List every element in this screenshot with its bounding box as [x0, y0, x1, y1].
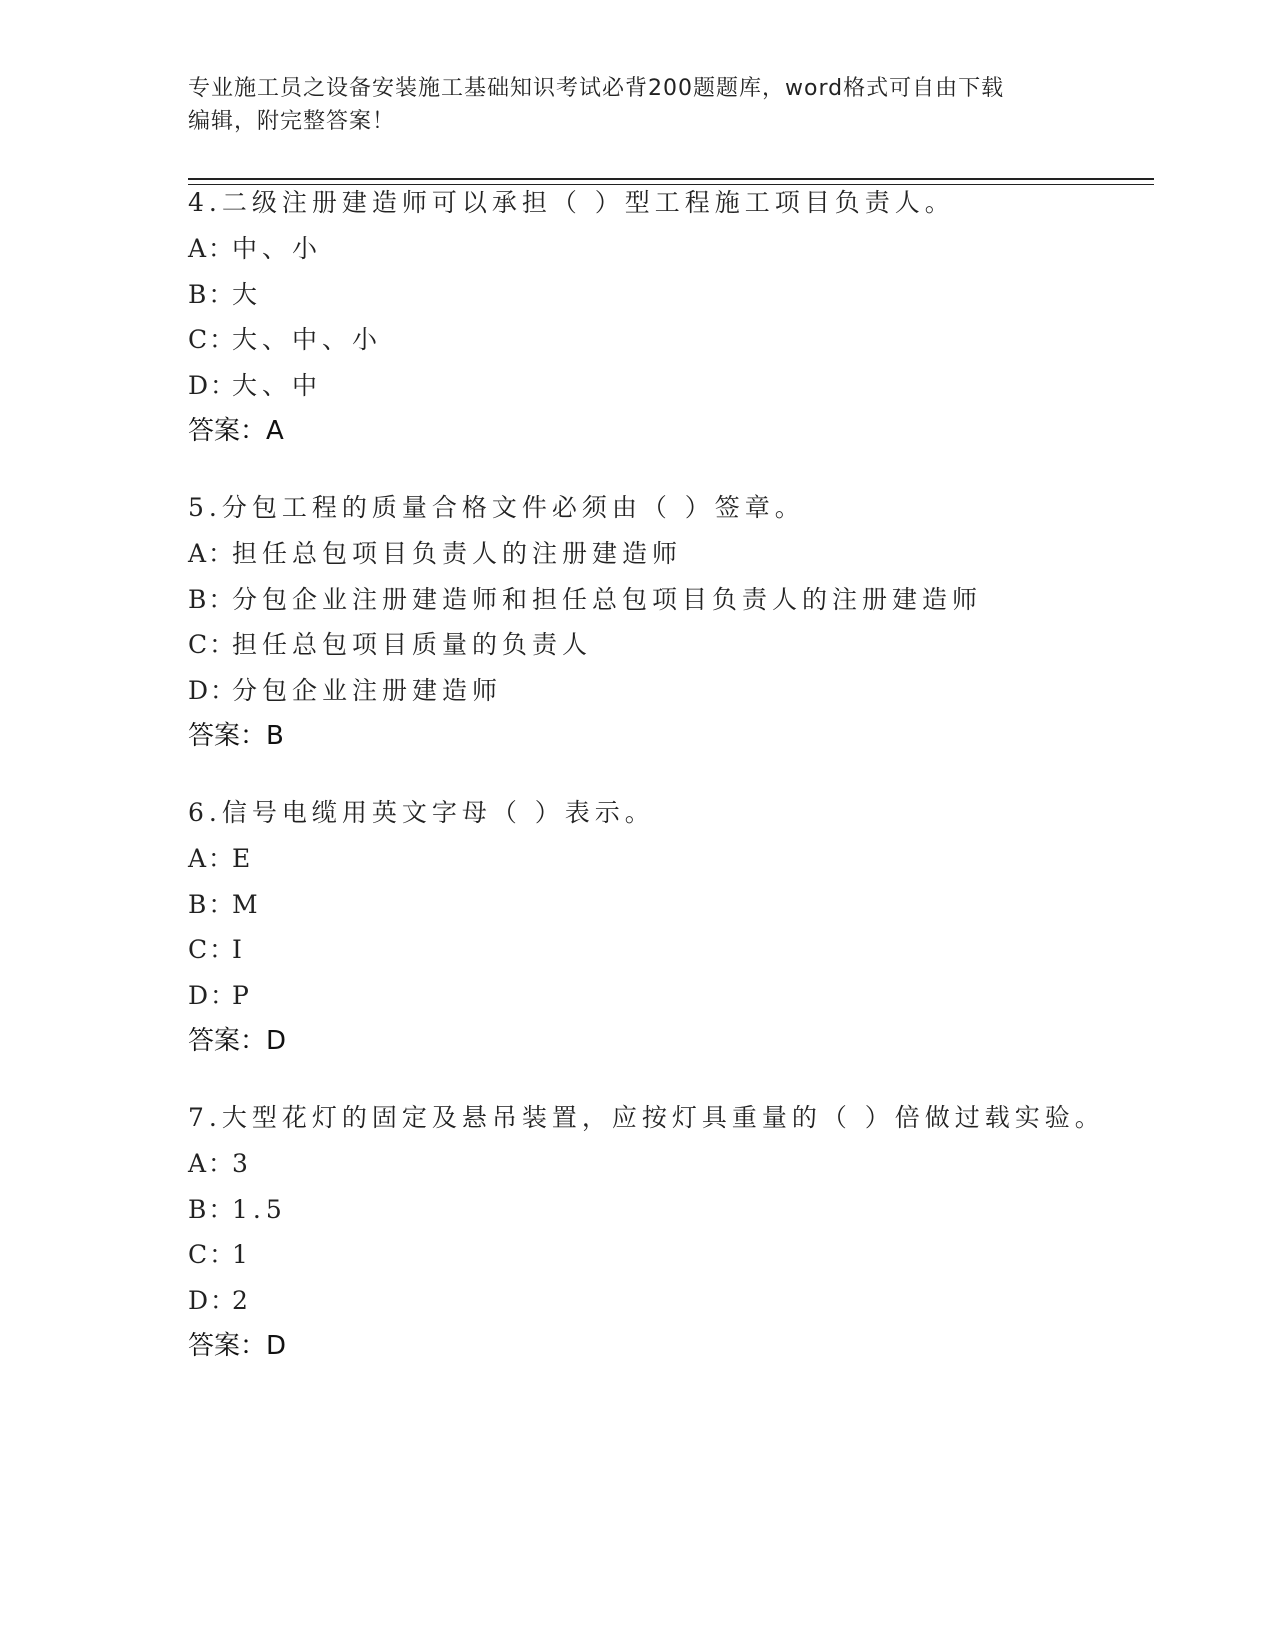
option-text: 3: [232, 1149, 253, 1178]
header-title-line-2: 编辑，附完整答案！: [188, 109, 396, 134]
option-letter: A：: [188, 844, 236, 873]
answer-line: 答案：B: [188, 721, 284, 751]
question-stem: 6.信号电缆用英文字母（ ）表示。: [188, 798, 655, 827]
option-text: 1: [232, 1240, 253, 1269]
option-letter: D：: [188, 675, 238, 705]
question-4: [188, 180, 1154, 454]
option-c: [188, 1232, 1154, 1278]
question-6: [188, 790, 1154, 1064]
option-text: 1.5: [232, 1194, 287, 1224]
option-text: 中、小: [232, 234, 323, 263]
option-text: 担任总包项目负责人的注册建造师: [232, 539, 683, 568]
option-letter: C：: [188, 1240, 237, 1269]
answer-line: 答案：D: [188, 1331, 287, 1361]
option-text: 分包企业注册建造师: [232, 675, 503, 705]
option-b: [188, 272, 1154, 318]
option-text: 2: [232, 1285, 253, 1315]
option-c: [188, 622, 1154, 668]
question-stem: 7.大型花灯的固定及悬吊装置，应按灯具重量的（ ）倍做过载实验。: [188, 1103, 1105, 1132]
option-letter: C：: [188, 630, 237, 659]
option-letter: C：: [188, 935, 237, 964]
option-b: [188, 1187, 1154, 1233]
option-a: [188, 1141, 1154, 1187]
option-d: [188, 363, 1154, 409]
option-text: E: [232, 844, 256, 873]
header-title-line-1: 专业施工员之设备安装施工基础知识考试必背200题题库，word格式可自由下载: [188, 76, 1005, 101]
option-letter: A：: [188, 234, 236, 263]
option-text: 担任总包项目质量的负责人: [232, 630, 593, 659]
option-letter: B：: [188, 1194, 236, 1224]
option-letter: B：: [188, 889, 236, 919]
option-text: 大、中、小: [232, 325, 383, 354]
option-text: 大: [232, 279, 263, 309]
option-d: [188, 973, 1154, 1019]
option-text: 大、中: [232, 370, 323, 400]
option-letter: C：: [188, 325, 237, 354]
answer-line: 答案：A: [188, 416, 284, 446]
option-d: [188, 1278, 1154, 1324]
option-a: [188, 836, 1154, 882]
question-stem: 5.分包工程的质量合格文件必须由（ ）签章。: [188, 493, 805, 522]
option-text: M: [232, 889, 263, 919]
answer-line: 答案：D: [188, 1026, 287, 1056]
option-letter: D：: [188, 1285, 238, 1315]
option-c: [188, 317, 1154, 363]
option-letter: A：: [188, 539, 236, 568]
option-b: [188, 882, 1154, 928]
option-letter: D：: [188, 370, 238, 400]
option-c: [188, 927, 1154, 973]
option-d: [188, 668, 1154, 714]
question-stem: 4.二级注册建造师可以承担（ ）型工程施工项目负责人。: [188, 188, 955, 217]
option-text: I: [232, 935, 247, 964]
question-5: [188, 485, 1154, 759]
document-header: [188, 72, 1068, 138]
option-a: [188, 531, 1154, 577]
option-letter: D：: [188, 980, 238, 1010]
option-letter: A：: [188, 1149, 236, 1178]
option-letter: B：: [188, 584, 236, 614]
option-a: [188, 226, 1154, 272]
option-letter: B：: [188, 279, 236, 309]
option-b: [188, 577, 1154, 623]
option-text: P: [232, 980, 254, 1010]
option-text: 分包企业注册建造师和担任总包项目负责人的注册建造师: [232, 584, 983, 614]
question-7: [188, 1095, 1154, 1369]
